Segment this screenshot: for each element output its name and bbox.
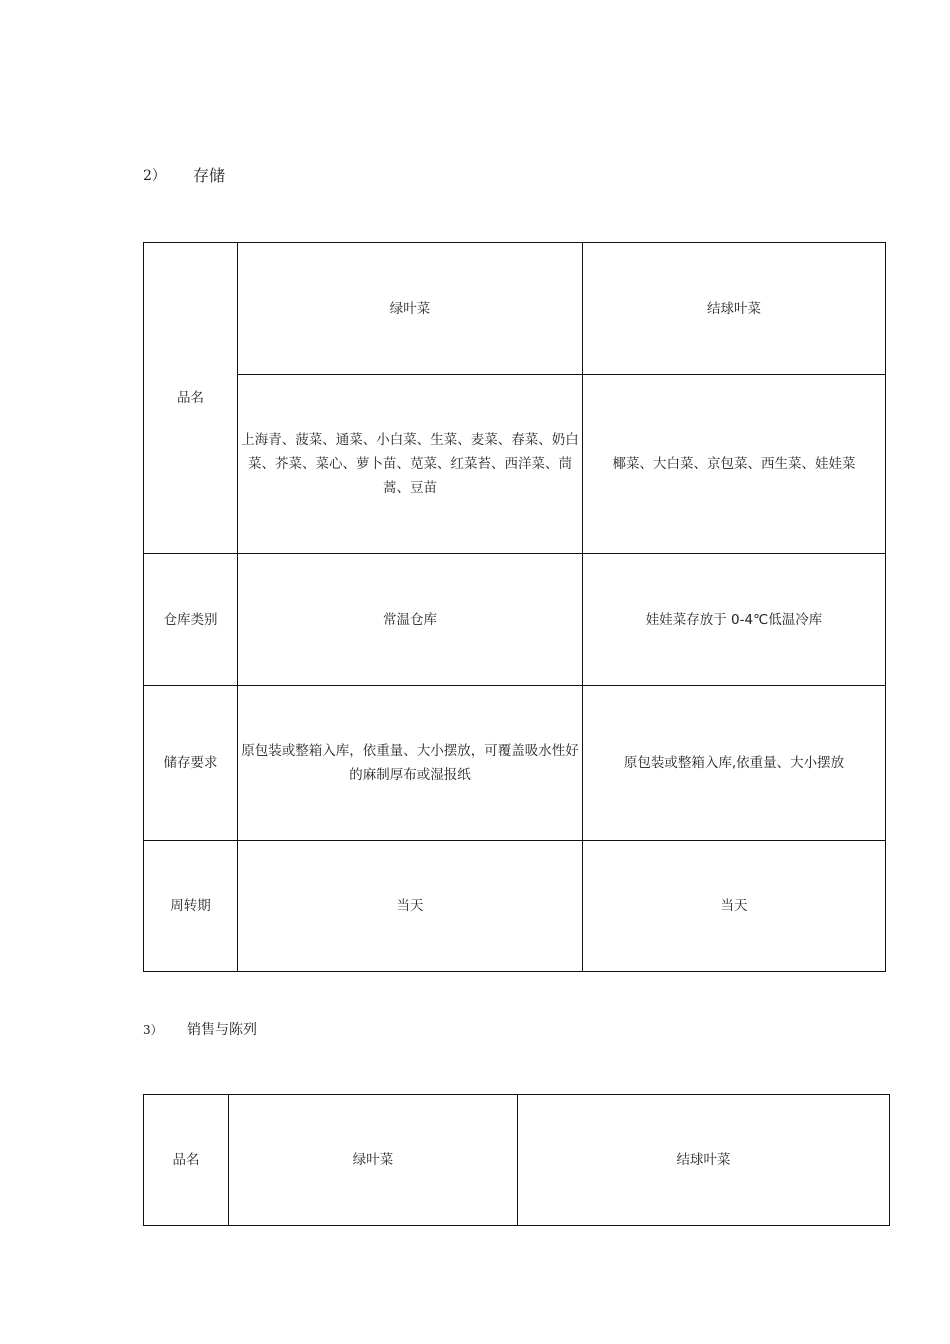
sales-table	[143, 1094, 890, 1226]
column-header-green-leaf: 绿叶菜	[238, 243, 583, 375]
table-row	[144, 375, 886, 554]
cell-requirement-head: 原包装或整箱入库,依重量、大小摆放	[583, 686, 886, 841]
cell-warehouse-head: 娃娃菜存放于 0-4℃低温冷库	[583, 554, 886, 686]
table-row	[144, 841, 886, 972]
section-number: 2）	[143, 167, 166, 184]
cell-green-leaf-items: 上海青、菠菜、通菜、小白菜、生菜、麦菜、春菜、奶白菜、芥菜、菜心、萝卜苗、苋菜、红菜苔、西洋菜、茼蒿、豆苗	[238, 375, 583, 554]
sales-section-heading	[143, 1019, 257, 1039]
storage-section-heading	[143, 163, 225, 186]
cell-turnover-head: 当天	[583, 841, 886, 972]
column-header-head-leaf: 结球叶菜	[583, 243, 886, 375]
column-header-green-leaf: 绿叶菜	[229, 1095, 518, 1226]
column-header-head-leaf: 结球叶菜	[518, 1095, 890, 1226]
table-row	[144, 1095, 890, 1226]
section-title: 存储	[193, 166, 226, 185]
table-row	[144, 243, 886, 375]
section-title: 销售与陈列	[187, 1022, 257, 1038]
cell-requirement-green: 原包装或整箱入库，依重量、大小摆放，可覆盖吸水性好的麻制厚布或湿报纸	[238, 686, 583, 841]
cell-turnover-green: 当天	[238, 841, 583, 972]
table-row	[144, 686, 886, 841]
section-number: 3）	[143, 1022, 163, 1037]
row-label-pinming: 品名	[144, 1095, 229, 1226]
row-label-pinming: 品名	[144, 243, 238, 554]
row-label-requirement: 储存要求	[144, 686, 238, 841]
cell-head-leaf-items: 椰菜、大白菜、京包菜、西生菜、娃娃菜	[583, 375, 886, 554]
storage-table	[143, 242, 886, 972]
table-row	[144, 554, 886, 686]
row-label-warehouse: 仓库类别	[144, 554, 238, 686]
row-label-turnover: 周转期	[144, 841, 238, 972]
cell-warehouse-green: 常温仓库	[238, 554, 583, 686]
